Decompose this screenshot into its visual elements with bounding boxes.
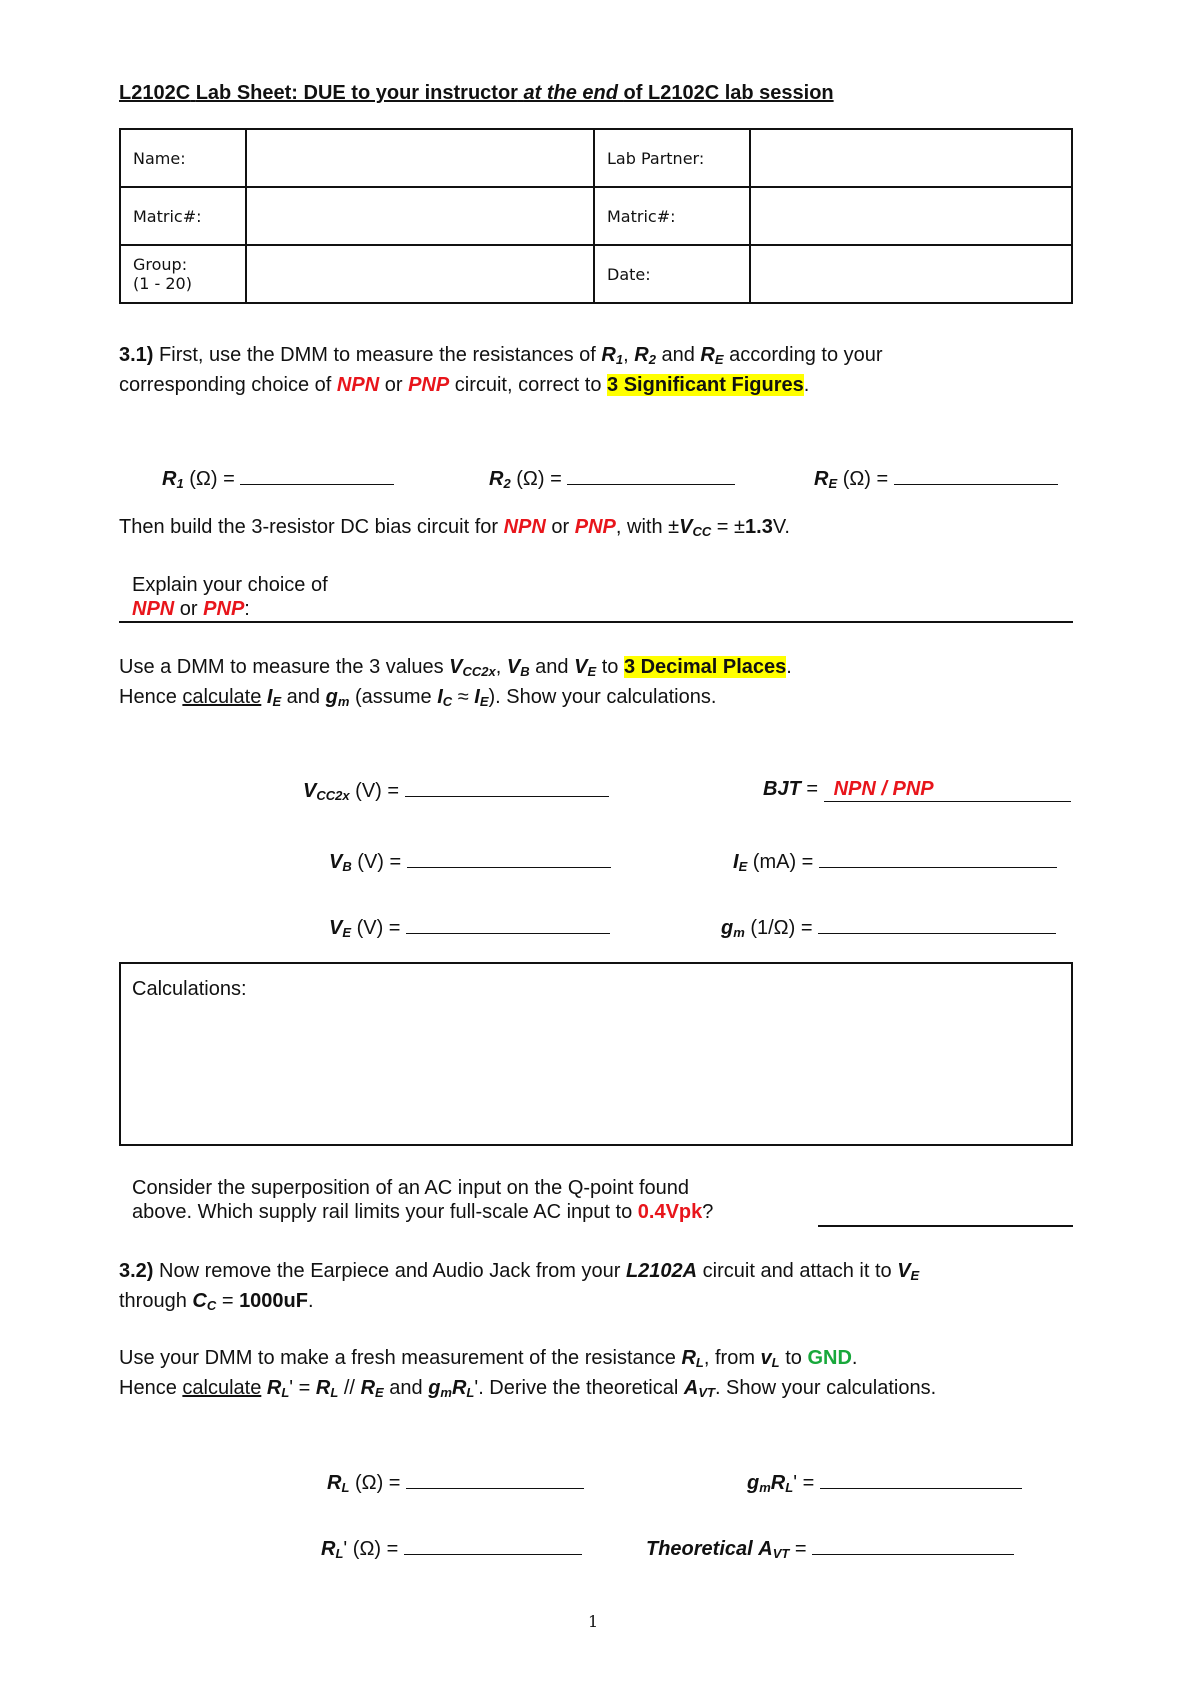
matric-field[interactable] — [246, 187, 594, 245]
re-symbol: $R_E$ — [700, 344, 724, 367]
pnp-text: PNP — [408, 374, 450, 396]
partner-matric-label: Matric#: — [594, 187, 750, 245]
group-label-line2: (1 - 20) — [133, 274, 192, 293]
partner-matric-field[interactable] — [750, 187, 1072, 245]
title-tail: of L2102C lab session — [623, 82, 834, 104]
rl-measurement: $R_L$ (Ω) = — [327, 1470, 584, 1495]
gm-answer-line[interactable] — [818, 915, 1056, 934]
name-label: Name: — [120, 129, 246, 187]
group-field[interactable] — [246, 245, 594, 303]
vcc2x-measurement: $V_{CC2x}$ (V) = — [303, 778, 609, 803]
intro-line2-b: circuit, correct to — [454, 374, 602, 396]
table-row — [120, 129, 1072, 187]
theoretical-avt: Theoretical $A_{VT}$ = — [646, 1536, 1014, 1561]
re-answer-line[interactable] — [894, 466, 1058, 485]
explain-choice-prompt: Explain your choice of NPN or PNP: — [132, 574, 328, 620]
matric-label: Matric#: — [120, 187, 246, 245]
student-info-table — [119, 128, 1073, 304]
date-field[interactable] — [750, 245, 1072, 303]
ve-measurement: $V_E$ (V) = — [329, 915, 610, 940]
rl-prime-measurement: $R_L'$ (Ω) = — [321, 1536, 582, 1561]
supply-rail-question: Consider the superposition of an AC input on the Q-point found above. Which supply rail limits your full-scale AC input to 0.4Vpk? — [132, 1177, 714, 1223]
ve-answer-line[interactable] — [406, 915, 610, 934]
rl-instruction: Use your DMM to make a fresh measurement of the resistance $R_L$, from $v_L$ to GND. Hence calculate $R_L' = R_L // R_E$ and $g_mR_L'$. Derive the theoretical $A_{VT}$. Show your calculations. — [119, 1347, 937, 1400]
calculations-label: Calculations: — [132, 978, 247, 1000]
section-3-1-intro: 3.1) First, use the DMM to measure the resistances of $R_1$, $R_2$ and $R_E$ according to your corresponding choice of NPN or PNP circuit, correct to 3 Significant Figures. — [119, 344, 883, 396]
rl-prime-answer-line[interactable] — [404, 1536, 582, 1555]
re-measurement: $R_E$ (Ω) = — [814, 466, 1058, 491]
vb-measurement: $V_B$ (V) = — [329, 849, 611, 874]
title-code: L2102C — [119, 82, 191, 104]
r1-measurement: $R_1$ (Ω) = — [162, 466, 394, 491]
date-label: Date: — [594, 245, 750, 303]
measure-instruction: Use a DMM to measure the 3 values $V_{CC2x}$, $V_B$ and $V_E$ to 3 Decimal Places. Hence calculate $I_E$ and $g_m$ (assume $I_C \approx I_E$). Show your calculations. — [119, 656, 792, 709]
page-number: 1 — [588, 1612, 599, 1631]
vb-answer-line[interactable] — [407, 849, 611, 868]
ie-answer-line[interactable] — [819, 849, 1057, 868]
intro-line2: corresponding choice of — [119, 374, 332, 396]
consider-line1: Consider the superposition of an AC input on the Q-point found — [132, 1177, 690, 1199]
title-main: Lab Sheet: DUE to your instructor — [195, 82, 518, 104]
r1-answer-line[interactable] — [240, 466, 394, 485]
group-label-line1: Group: — [133, 255, 188, 274]
bjt-answer-line[interactable] — [824, 778, 1071, 802]
or-text: or — [384, 374, 403, 396]
intro-text: First, use the DMM to measure the resistances of — [159, 344, 596, 366]
name-field[interactable] — [246, 129, 594, 187]
explain-line1: Explain your choice of — [132, 574, 328, 596]
section-3-2-intro: 3.2) Now remove the Earpiece and Audio Jack from your L2102A circuit and attach it to $V_E$ through $C_C = 1000uF$. — [119, 1260, 920, 1313]
build-instruction: Then build the 3-resistor DC bias circuit for NPN or PNP, with $\pm V_{CC} = \pm 1.3V$. — [119, 516, 790, 539]
table-row — [120, 187, 1072, 245]
r2-symbol: $R_2$ — [634, 344, 656, 367]
vcc2x-answer-line[interactable] — [405, 778, 609, 797]
lab-partner-field[interactable] — [750, 129, 1072, 187]
intro-text-b: according to your — [729, 344, 883, 366]
r2-answer-line[interactable] — [567, 466, 735, 485]
group-label — [120, 245, 246, 303]
npn-pnp-choice[interactable]: NPN / PNP — [833, 778, 934, 800]
r1-symbol: $R_1$ — [601, 344, 624, 367]
ie-measurement: $I_E$ (mA) = — [733, 849, 1057, 874]
gm-measurement: $g_m$ (1/Ω) = — [721, 915, 1056, 940]
decimal-places-highlight: 3 Decimal Places — [623, 656, 787, 678]
page-title — [119, 82, 834, 105]
sig-fig-highlight: 3 Significant Figures — [607, 374, 804, 396]
r2-measurement: $R_2$ (Ω) = — [489, 466, 735, 491]
table-row — [120, 245, 1072, 303]
calculations-box[interactable] — [119, 962, 1073, 1146]
rl-answer-line[interactable] — [406, 1470, 584, 1489]
section-number: 3.2) — [119, 1260, 154, 1282]
explain-answer-line[interactable] — [119, 621, 1073, 623]
npn-text: NPN — [336, 374, 380, 396]
and-text: and — [661, 344, 695, 366]
bjt-selection: BJT = NPN / PNP — [763, 778, 1071, 802]
avt-answer-line[interactable] — [812, 1536, 1014, 1555]
supply-rail-answer-line[interactable] — [818, 1225, 1073, 1227]
gm-rl-answer-line[interactable] — [820, 1470, 1022, 1489]
gm-rl-measurement: $g_mR_L'$ = — [747, 1470, 1022, 1495]
title-emphasis: at the end — [523, 82, 618, 104]
lab-partner-label: Lab Partner: — [594, 129, 750, 187]
section-number: 3.1) — [119, 344, 154, 366]
